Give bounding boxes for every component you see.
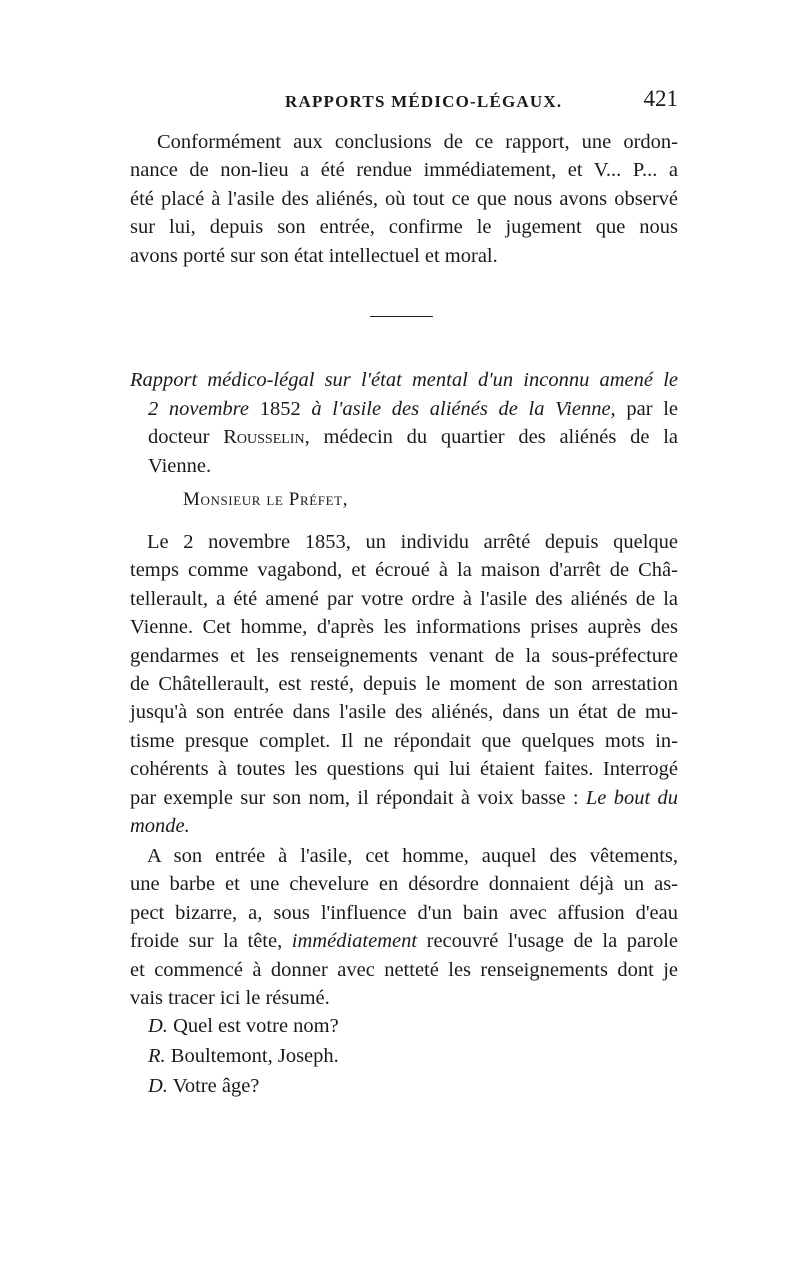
speaker-label: R. [148,1045,166,1067]
title-text: par le [626,397,679,420]
text-line: de Châtellerault, est resté, depuis le moment de son arrestation [130,673,678,696]
dialogue [148,1011,339,1101]
title-italic: 2 novembre [148,397,249,420]
text-line: vais tracer ici le résumé. [130,987,330,1010]
text-segment: recouvré l'usage de la parole [426,930,679,953]
text-line: Le 2 novembre 1853, un individu arrêté depuis quelque [147,531,678,553]
text-line: avons porté sur son état intellectuel et moral. [130,244,498,267]
speaker-label: D. [148,1075,168,1097]
title-italic: Rapport médico-légal sur l'état mental d'un inconnu amené le [130,369,678,391]
text-line: pect bizarre, a, sous l'influence d'un bain avec affusion d'eau [130,901,678,924]
title-line [130,395,678,424]
page-number: 421 [643,86,678,111]
italic-quote: monde. [130,815,190,838]
text-line: tisme presque complet. Il ne répondait que quelques mots in- [130,729,678,752]
title-year: 1852 [259,397,301,420]
text-line: Conformément aux conclusions de ce rapport, une ordon- [157,131,678,153]
dialogue-line [148,1011,339,1041]
author-name: Rousselin, [223,426,310,449]
title-italic: à l'asile des aliénés de la Vienne, [311,397,616,420]
speaker-label: D. [148,1015,168,1037]
text-segment: par exemple sur son nom, il répondait à voix basse : [130,786,579,809]
text-line: temps comme vagabond, et écroué à la maison d'arrêt de Châ- [130,559,678,582]
text-line: sur lui, depuis son entrée, confirme le jugement que nous [130,216,678,239]
text-line [130,927,678,955]
text-line: et commencé à donner avec netteté les renseignements dont je [130,958,678,981]
text-line: été placé à l'asile des aliénés, où tout ce que nous avons observé [130,187,678,210]
title-line: Vienne. [148,454,212,477]
report-title [130,366,678,480]
text-segment: froide sur la tête, [130,930,283,953]
dialogue-line [148,1041,339,1071]
dialogue-text: Quel est votre nom? [173,1015,339,1037]
text-line: cohérents à toutes les questions qui lui étaient faites. Interrogé [130,758,678,781]
dialogue-text: Votre âge? [172,1075,260,1097]
running-head: RAPPORTS MÉDICO-LÉGAUX. [285,92,563,111]
page-header [130,86,678,120]
paragraph-arrival [130,842,678,1012]
title-text: docteur [148,426,210,449]
paragraph-conclusion [130,128,678,270]
dialogue-text: Boultemont, Joseph. [170,1045,339,1067]
text-line: jusqu'à son entrée dans l'asile des aliénés, dans un état de mu- [130,701,678,724]
text-line: une barbe et une chevelure en désordre donnaient déjà un as- [130,873,678,896]
title-text: médecin du quartier des aliénés de la [323,426,678,449]
title-line [130,423,678,452]
text-line: tellerault, a été amené par votre ordre à l'asile des aliénés de la [130,587,678,610]
text-line: Vienne. Cet homme, d'après les informations prises auprès des [130,616,678,639]
text-line [130,784,678,812]
salutation: Monsieur le Préfet, [183,489,349,510]
paragraph-report [130,528,678,840]
text-line [130,812,678,840]
text-line: nance de non-lieu a été rendue immédiatement, et V... P... a [130,159,678,182]
italic-quote: Le bout du [585,786,679,809]
text-line: A son entrée à l'asile, cet homme, auquel des vêtements, [147,845,678,867]
section-divider [370,316,433,317]
italic-word: immédiatement [291,930,418,953]
dialogue-line [148,1071,339,1101]
title-line [130,366,678,395]
text-line: gendarmes et les renseignements venant de la sous-préfecture [130,644,678,667]
